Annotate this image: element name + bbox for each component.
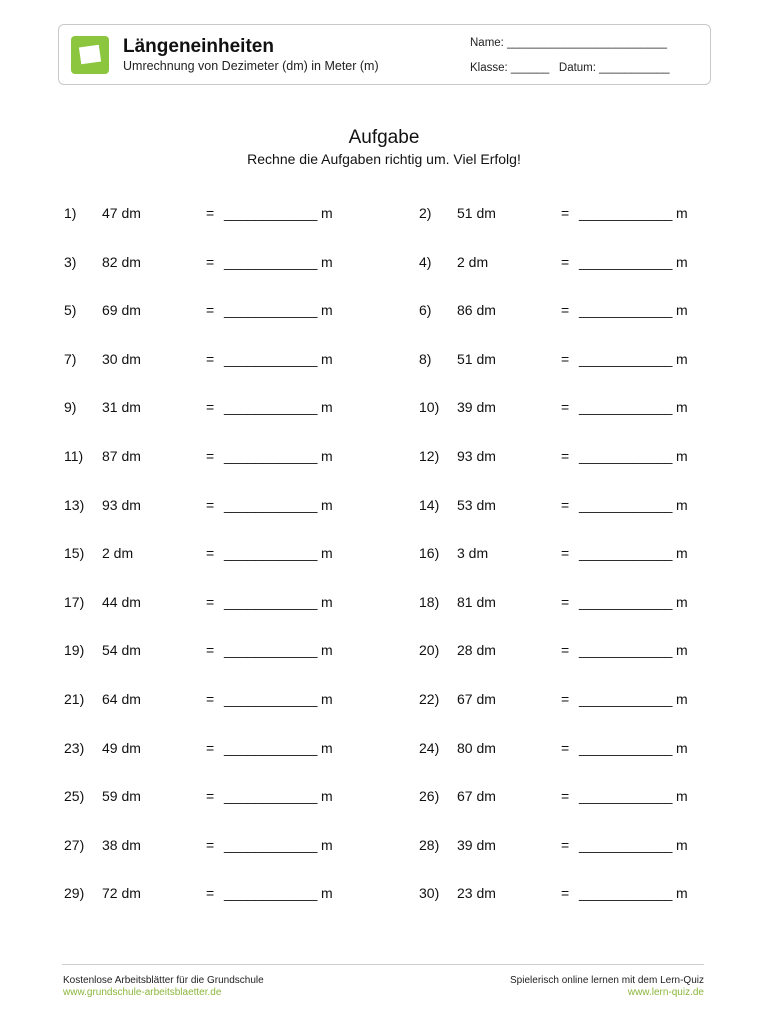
answer-blank[interactable]: ____________	[224, 837, 318, 853]
equals-sign: =	[561, 788, 570, 804]
equals-sign: =	[561, 497, 570, 513]
answer-unit: m	[321, 399, 333, 415]
exercise-value: 86 dm	[457, 302, 496, 318]
equals-sign: =	[206, 642, 215, 658]
equals-sign: =	[206, 788, 215, 804]
exercise-number: 10)	[419, 399, 440, 415]
equals-sign: =	[206, 448, 215, 464]
exercise-value: 47 dm	[102, 205, 141, 221]
answer-unit: m	[321, 448, 333, 464]
answer-unit: m	[321, 497, 333, 513]
exercise-number: 3)	[64, 254, 77, 270]
answer-blank[interactable]: ____________	[579, 254, 673, 270]
answer-blank[interactable]: ____________	[579, 545, 673, 561]
exercise-number: 16)	[419, 545, 440, 561]
answer-blank[interactable]: ____________	[579, 497, 673, 513]
answer-unit: m	[676, 594, 688, 610]
equals-sign: =	[561, 837, 570, 853]
exercise-number: 24)	[419, 740, 440, 756]
exercise-value: 23 dm	[457, 885, 496, 901]
answer-unit: m	[676, 448, 688, 464]
exercise-value: 67 dm	[457, 788, 496, 804]
answer-blank[interactable]: ____________	[579, 885, 673, 901]
answer-blank[interactable]: ____________	[579, 205, 673, 221]
exercise-value: 67 dm	[457, 691, 496, 707]
task-title: Aufgabe	[348, 127, 420, 148]
exercise-value: 28 dm	[457, 642, 496, 658]
answer-unit: m	[676, 545, 688, 561]
answer-unit: m	[676, 642, 688, 658]
exercise-value: 59 dm	[102, 788, 141, 804]
logo-paper-shape	[79, 45, 101, 65]
exercise-number: 12)	[419, 448, 440, 464]
answer-unit: m	[321, 254, 333, 270]
equals-sign: =	[561, 351, 570, 367]
equals-sign: =	[206, 740, 215, 756]
exercise-number: 17)	[64, 594, 85, 610]
exercise-value: 53 dm	[457, 497, 496, 513]
exercise-value: 93 dm	[102, 497, 141, 513]
answer-unit: m	[676, 788, 688, 804]
exercise-value: 2 dm	[457, 254, 489, 270]
answer-unit: m	[676, 837, 688, 853]
exercise-number: 19)	[64, 642, 85, 658]
equals-sign: =	[206, 399, 215, 415]
answer-blank[interactable]: ____________	[579, 642, 673, 658]
exercise-number: 5)	[64, 302, 77, 318]
equals-sign: =	[206, 594, 215, 610]
answer-unit: m	[321, 788, 333, 804]
exercise-number: 15)	[64, 545, 85, 561]
exercise-value: 81 dm	[457, 594, 496, 610]
answer-blank[interactable]: ____________	[224, 691, 318, 707]
worksheet-subtitle: Umrechnung von Dezimeter (dm) in Meter (m)	[123, 59, 379, 73]
answer-unit: m	[321, 302, 333, 318]
answer-blank[interactable]: ____________	[224, 254, 318, 270]
answer-blank[interactable]: ____________	[224, 594, 318, 610]
worksheet-header	[58, 24, 711, 85]
exercise-value: 31 dm	[102, 399, 141, 415]
exercise-value: 82 dm	[102, 254, 141, 270]
equals-sign: =	[561, 740, 570, 756]
exercise-value: 64 dm	[102, 691, 141, 707]
exercise-value: 69 dm	[102, 302, 141, 318]
exercise-value: 2 dm	[102, 545, 134, 561]
exercise-number: 21)	[64, 691, 85, 707]
answer-unit: m	[676, 302, 688, 318]
answer-blank[interactable]: ____________	[224, 205, 318, 221]
klasse-datum-field	[470, 62, 670, 74]
answer-blank[interactable]: ____________	[224, 351, 318, 367]
exercise-value: 49 dm	[102, 740, 141, 756]
name-line: _________________________	[507, 37, 667, 49]
answer-unit: m	[321, 594, 333, 610]
answer-blank[interactable]: ____________	[224, 740, 318, 756]
answer-blank[interactable]: ____________	[224, 545, 318, 561]
equals-sign: =	[206, 254, 215, 270]
exercise-value: 30 dm	[102, 351, 141, 367]
footer-divider	[62, 964, 704, 965]
equals-sign: =	[561, 448, 570, 464]
answer-blank[interactable]: ____________	[224, 448, 318, 464]
equals-sign: =	[561, 545, 570, 561]
answer-unit: m	[321, 691, 333, 707]
exercise-number: 22)	[419, 691, 440, 707]
exercise-number: 9)	[64, 399, 77, 415]
name-field	[470, 37, 667, 49]
answer-unit: m	[321, 351, 333, 367]
answer-unit: m	[676, 497, 688, 513]
exercise-value: 93 dm	[457, 448, 496, 464]
answer-blank[interactable]: ____________	[579, 302, 673, 318]
answer-unit: m	[321, 642, 333, 658]
datum-line: ___________	[599, 62, 670, 74]
klasse-line: ______	[510, 62, 550, 74]
equals-sign: =	[206, 545, 215, 561]
exercise-number: 1)	[64, 205, 77, 221]
equals-sign: =	[561, 885, 570, 901]
equals-sign: =	[206, 351, 215, 367]
answer-blank[interactable]: ____________	[579, 740, 673, 756]
answer-unit: m	[676, 205, 688, 221]
footer-left-text: Kostenlose Arbeitsblätter für die Grundschule	[63, 975, 264, 986]
exercise-value: 38 dm	[102, 837, 141, 853]
equals-sign: =	[206, 497, 215, 513]
answer-blank[interactable]: ____________	[579, 837, 673, 853]
klasse-label: Klasse:	[470, 62, 508, 74]
exercise-number: 2)	[419, 205, 432, 221]
exercise-value: 39 dm	[457, 837, 496, 853]
answer-unit: m	[321, 885, 333, 901]
exercise-number: 6)	[419, 302, 432, 318]
equals-sign: =	[561, 399, 570, 415]
exercise-value: 80 dm	[457, 740, 496, 756]
answer-blank[interactable]: ____________	[224, 642, 318, 658]
answer-blank[interactable]: ____________	[579, 788, 673, 804]
exercise-number: 4)	[419, 254, 432, 270]
equals-sign: =	[206, 837, 215, 853]
green-square-logo-icon	[71, 36, 109, 74]
equals-sign: =	[206, 205, 215, 221]
exercise-number: 7)	[64, 351, 77, 367]
exercise-number: 27)	[64, 837, 85, 853]
exercise-number: 28)	[419, 837, 440, 853]
exercise-number: 29)	[64, 885, 85, 901]
exercise-value: 87 dm	[102, 448, 141, 464]
answer-blank[interactable]: ____________	[579, 399, 673, 415]
exercise-value: 44 dm	[102, 594, 141, 610]
exercise-value: 3 dm	[457, 545, 489, 561]
datum-label: Datum:	[558, 62, 596, 74]
equals-sign: =	[561, 642, 570, 658]
exercise-value: 72 dm	[102, 885, 141, 901]
answer-blank[interactable]: ____________	[224, 302, 318, 318]
answer-blank[interactable]: ____________	[579, 691, 673, 707]
answer-blank[interactable]: ____________	[224, 497, 318, 513]
footer-left-link[interactable]: www.grundschule-arbeitsblaetter.de	[63, 987, 222, 998]
equals-sign: =	[561, 691, 570, 707]
exercise-number: 20)	[419, 642, 440, 658]
equals-sign: =	[561, 302, 570, 318]
answer-unit: m	[676, 885, 688, 901]
exercise-number: 26)	[419, 788, 440, 804]
answer-unit: m	[676, 399, 688, 415]
answer-blank[interactable]: ____________	[579, 351, 673, 367]
answer-blank[interactable]: ____________	[224, 885, 318, 901]
equals-sign: =	[206, 302, 215, 318]
task-instruction: Rechne die Aufgaben richtig um. Viel Erfolg!	[247, 151, 521, 167]
exercise-number: 30)	[419, 885, 440, 901]
exercise-number: 25)	[64, 788, 85, 804]
answer-unit: m	[676, 351, 688, 367]
name-label: Name:	[470, 37, 504, 49]
exercise-value: 39 dm	[457, 399, 496, 415]
exercise-value: 51 dm	[457, 205, 496, 221]
equals-sign: =	[561, 594, 570, 610]
answer-unit: m	[321, 837, 333, 853]
answer-blank[interactable]: ____________	[579, 448, 673, 464]
exercise-number: 8)	[419, 351, 432, 367]
answer-unit: m	[676, 254, 688, 270]
footer-right-link[interactable]: www.lern-quiz.de	[627, 987, 704, 998]
equals-sign: =	[561, 205, 570, 221]
answer-blank[interactable]: ____________	[224, 788, 318, 804]
exercise-number: 18)	[419, 594, 440, 610]
answer-unit: m	[321, 740, 333, 756]
answer-unit: m	[321, 545, 333, 561]
exercise-number: 13)	[64, 497, 85, 513]
exercise-value: 51 dm	[457, 351, 496, 367]
answer-unit: m	[676, 691, 688, 707]
answer-blank[interactable]: ____________	[579, 594, 673, 610]
equals-sign: =	[561, 254, 570, 270]
footer-right-text: Spielerisch online lernen mit dem Lern-Quiz	[510, 975, 704, 986]
exercise-number: 11)	[64, 448, 84, 464]
equals-sign: =	[206, 885, 215, 901]
answer-unit: m	[676, 740, 688, 756]
exercise-number: 23)	[64, 740, 85, 756]
answer-blank[interactable]: ____________	[224, 399, 318, 415]
exercise-value: 54 dm	[102, 642, 141, 658]
equals-sign: =	[206, 691, 215, 707]
worksheet-title: Längeneinheiten	[123, 36, 274, 57]
answer-unit: m	[321, 205, 333, 221]
exercise-number: 14)	[419, 497, 440, 513]
